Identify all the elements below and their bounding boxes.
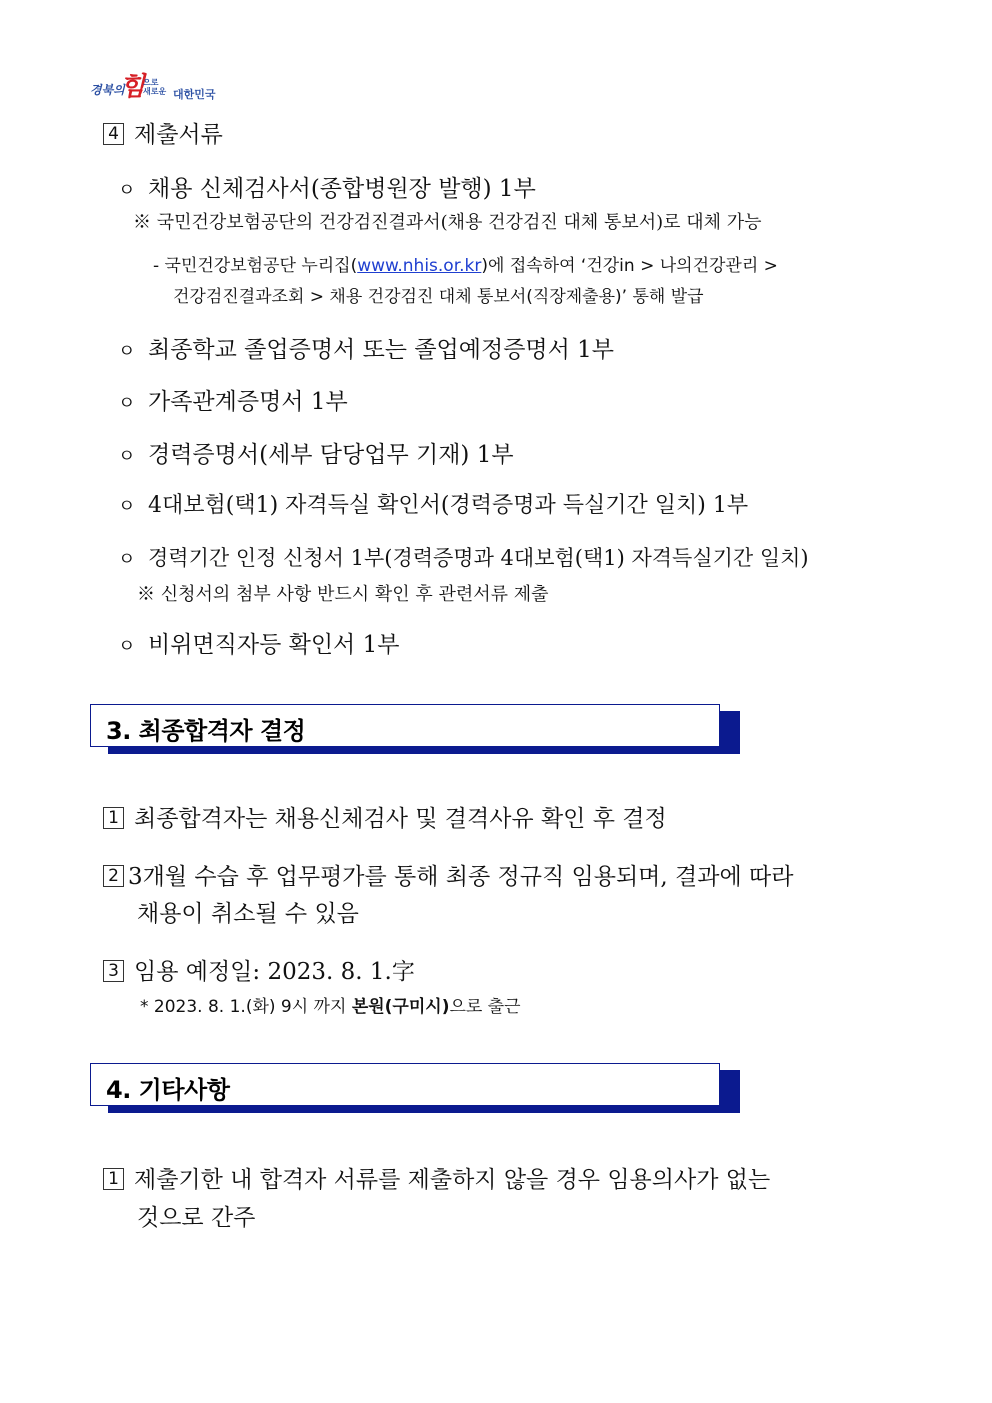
doc-item-5: ㅇ 4대보험(택1) 자격득실 확인서(경력증명과 득실기간 일치) 1부	[118, 493, 749, 518]
bullet: ㅇ	[118, 446, 136, 467]
nhis-link[interactable]: www.nhis.or.kr	[357, 256, 482, 276]
doc-item-1: ㅇ 채용 신체검사서(종합병원장 발행) 1부	[118, 176, 536, 202]
doc-item-6: ㅇ 경력기간 인정 신청서 1부(경력증명과 4대보험(택1) 자격득실기간 일치)	[118, 546, 809, 570]
docs-heading	[103, 116, 223, 149]
section3-item-2: 2 3개월 수습 후 업무평가를 통해 최종 정규직 임용되며, 결과에 따라	[103, 858, 793, 891]
doc-item-7: ㅇ 비위면직자등 확인서 1부	[118, 632, 400, 658]
docs-number-box: 4	[103, 123, 124, 145]
doc-item-1-subnote-b: 건강검진결과조회 > 채용 건강검진 대체 통보서(직장제출용)’ 통해 발급	[173, 287, 704, 307]
workplace-location: 본원(구미시)	[351, 997, 450, 1017]
section4-item-1-cont: 것으로 간주	[137, 1205, 256, 1231]
section4-header	[90, 1063, 740, 1113]
section3-item-1: 1 최종합격자는 채용신체검사 및 결격사유 확인 후 결정	[103, 800, 667, 833]
bullet: ㅇ	[118, 180, 136, 201]
logo-small-text: 으로 새로운	[143, 78, 167, 96]
section4-item-1: 1 제출기한 내 합격자 서류를 제출하지 않을 경우 임용의사가 없는	[103, 1161, 770, 1194]
number-box: 1	[103, 1168, 124, 1190]
doc-item-3: ㅇ 가족관계증명서 1부	[118, 389, 348, 415]
doc-item-2: ㅇ 최종학교 졸업증명서 또는 졸업예정증명서 1부	[118, 337, 615, 363]
section4-title: 4. 기타사항	[106, 1076, 230, 1104]
section3-item-2-cont: 채용이 취소될 수 있음	[137, 901, 359, 927]
section3-item-3-note: * 2023. 8. 1.(화) 9시 까지 본원(구미시)으로 출근	[140, 997, 521, 1017]
bullet: ㅇ	[118, 636, 136, 657]
number-box: 2	[103, 865, 124, 887]
section3-header	[90, 704, 740, 754]
number-box: 1	[103, 807, 124, 829]
logo-him-text: 힘	[120, 72, 146, 102]
number-box: 3	[103, 960, 124, 982]
doc-item-1-subnote-a: - 국민건강보험공단 누리집(www.nhis.or.kr)에 접속하여 ‘건강in > 나의건강관리 >	[153, 256, 778, 276]
bullet: ㅇ	[118, 341, 136, 362]
doc-item-4: ㅇ 경력증명서(세부 담당업무 기재) 1부	[118, 442, 514, 468]
bullet: ㅇ	[118, 393, 136, 414]
doc-item-6-note: ※ 신청서의 첨부 사항 반드시 확인 후 관련서류 제출	[137, 584, 549, 605]
logo-country-text: 대한민국	[173, 88, 216, 101]
section3-item-3: 3 임용 예정일: 2023. 8. 1.字	[103, 953, 415, 986]
section3-title: 3. 최종합격자 결정	[106, 717, 306, 745]
bullet: ㅇ	[118, 496, 136, 517]
logo-script-text: 경북의	[90, 83, 125, 97]
doc-item-1-note: ※ 국민건강보험공단의 건강검진결과서(채용 건강검진 대체 통보서)로 대체 가능	[133, 212, 762, 233]
docs-title: 제출서류	[134, 122, 223, 148]
bullet: ㅇ	[118, 549, 136, 570]
